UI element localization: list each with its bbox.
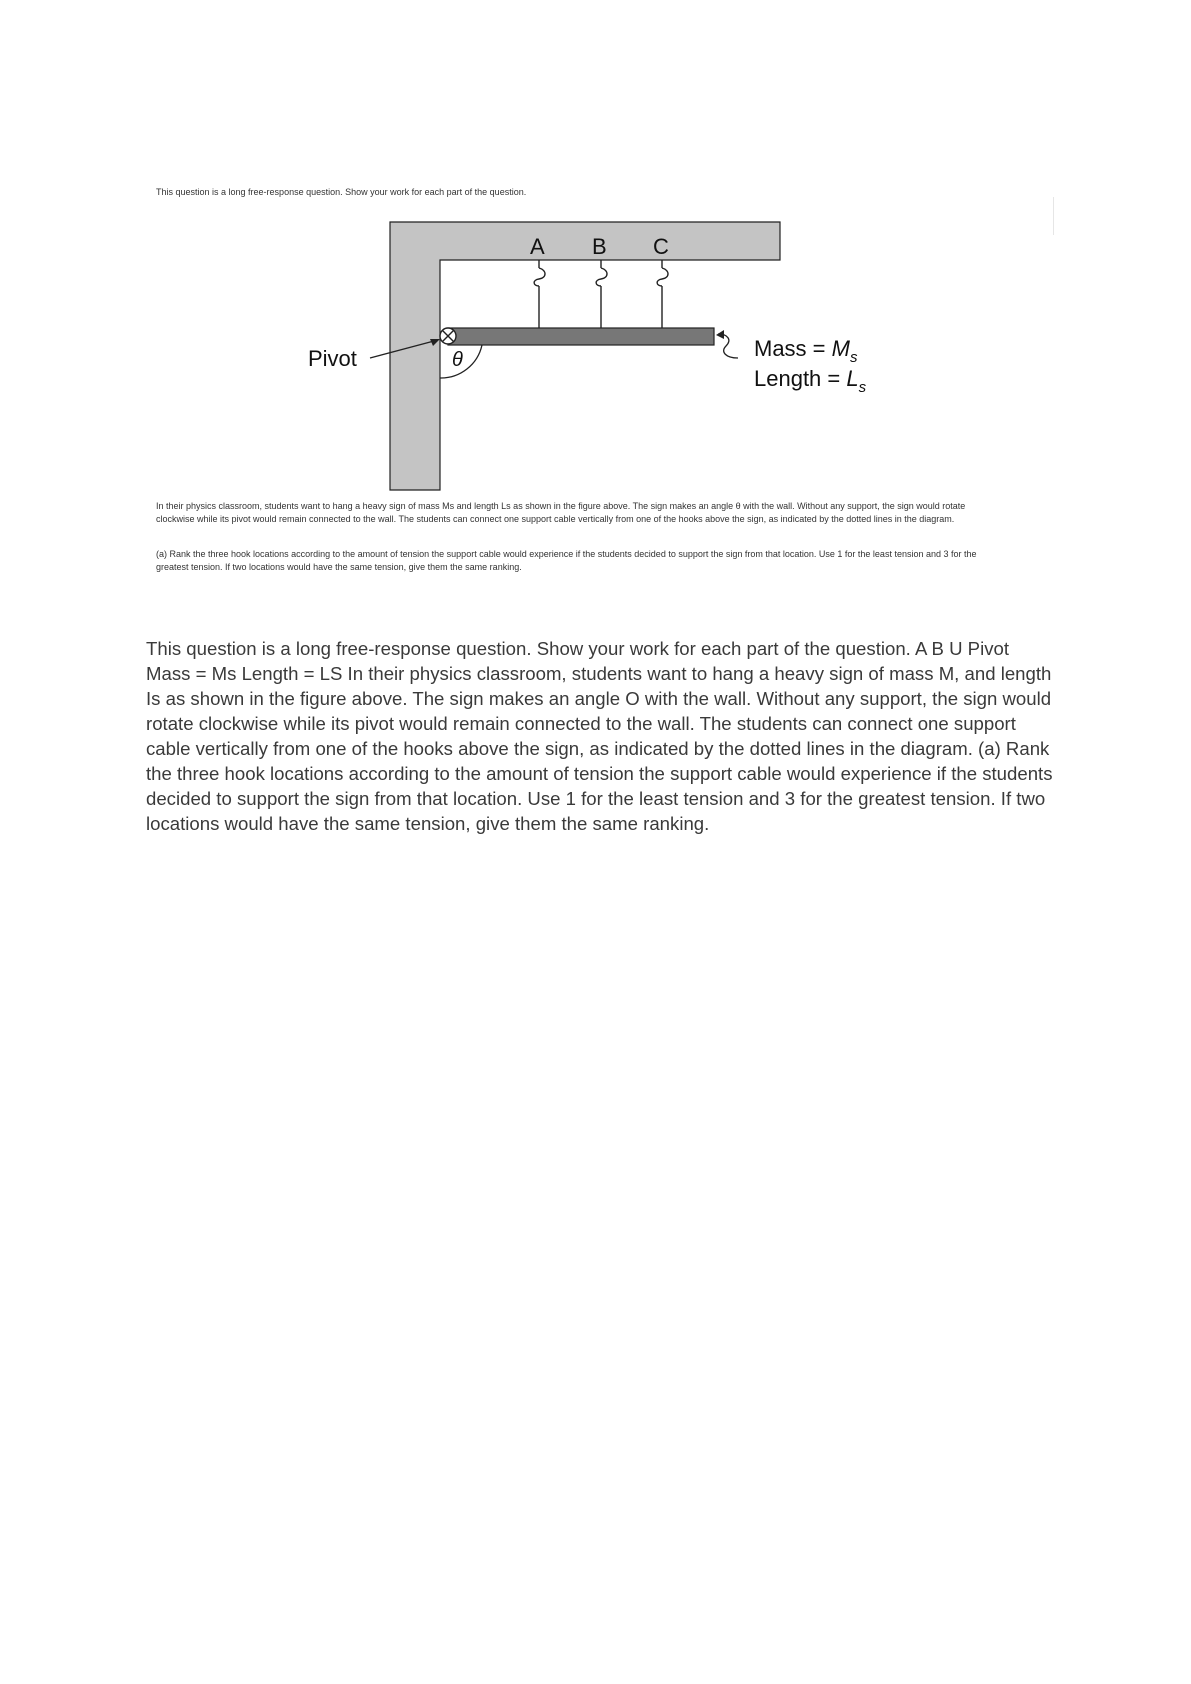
length-label-text: Length = — [754, 366, 847, 391]
edge-mark — [1053, 197, 1054, 235]
length-symbol: L — [846, 366, 859, 391]
hook-label-c: C — [653, 234, 669, 259]
description-line-2: clockwise while its pivot would remain connected to the wall. The students can connect one support cable vertically from one of the hooks above the sign, as indicated by the dotted lines in the diagram. — [156, 514, 955, 524]
description-line-1: In their physics classroom, students want to hang a heavy sign of mass Ms and length Ls as shown in the figure above. The sign makes an angle θ with the wall. Without any support, the sign would rotate — [156, 501, 966, 511]
question-screenshot — [150, 180, 1060, 580]
ocr-text-block: This question is a long free-response question. Show your work for each part of the question. A B U Pivot Mass = Ms Length = LS In their physics classroom, students want to hang a heavy sign of mass M, and length Is as shown in the figure above. The sign makes an angle O with the wall. Without any support, the sign would rotate clockwise while its pivot would remain connected to the wall. The students can connect one support cable vertically from one of the hooks above the sign, as indicated by the dotted lines in the diagram. (a) Rank the three hook locations according to the amount of tension the support cable would experience if the students decided to support the sign from that location. Use 1 for the least tension and 3 for the greatest tension. If two locations would have the same tension, give them the same ranking. — [146, 638, 1053, 834]
intro-text: This question is a long free-response question. Show your work for each part of the question. — [156, 187, 527, 197]
hook-a — [534, 260, 545, 328]
pivot-label: Pivot — [308, 346, 357, 371]
length-subscript: s — [858, 379, 867, 396]
length-label — [754, 366, 867, 396]
sign-diagram — [150, 180, 1060, 500]
hook-b — [596, 260, 607, 328]
mass-subscript: s — [849, 349, 858, 366]
wall-ceiling-structure — [390, 222, 780, 490]
hook-c — [657, 260, 668, 328]
pivot-icon — [440, 328, 456, 344]
hook-label-a: A — [530, 234, 545, 259]
theta-label: θ — [452, 349, 463, 371]
sign-squiggle-arrowhead — [716, 330, 724, 339]
mass-label — [754, 336, 858, 366]
sign-bar — [448, 328, 714, 345]
mass-symbol: M — [831, 336, 850, 361]
part-a-line-1: (a) Rank the three hook locations according to the amount of tension the support cable would experience if the students decided to support the sign from that location. Use 1 for the least tension and 3 for the — [156, 549, 977, 559]
part-a-line-2: greatest tension. If two locations would have the same tension, give them the same ranking. — [156, 562, 522, 572]
sign-squiggle — [718, 334, 738, 358]
hook-label-b: B — [592, 234, 607, 259]
mass-label-text: Mass = — [754, 336, 832, 361]
